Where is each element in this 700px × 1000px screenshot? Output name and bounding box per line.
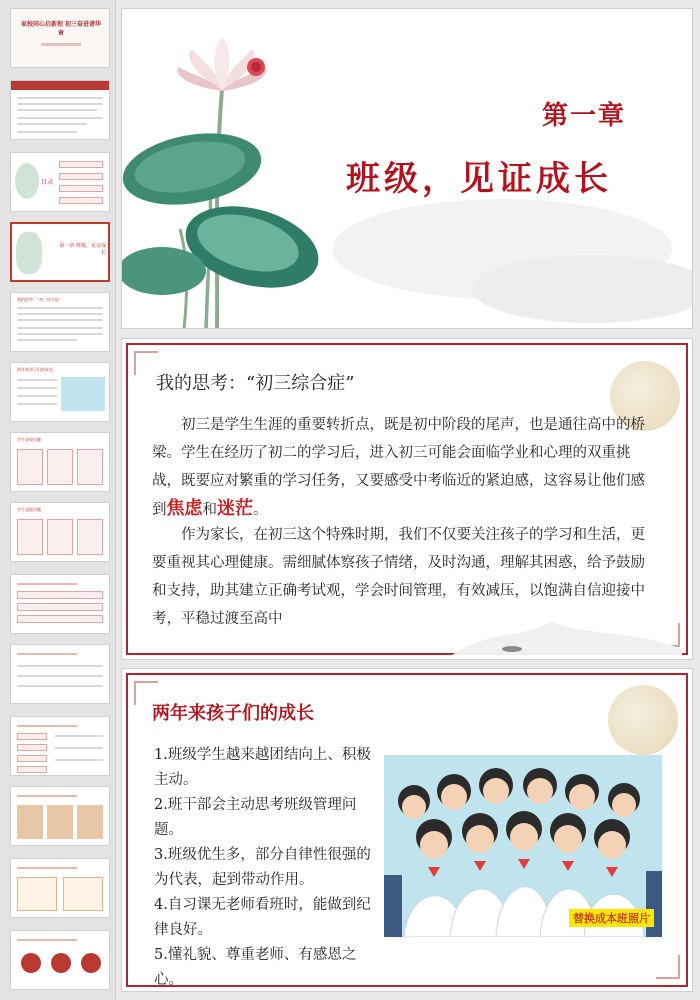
replace-photo-tag[interactable]: 替换成本班照片 bbox=[569, 909, 654, 927]
ink-mountain-decoration bbox=[452, 609, 682, 655]
slide-children-growth[interactable] bbox=[121, 668, 693, 992]
growth-list bbox=[154, 743, 382, 992]
class-photo[interactable] bbox=[384, 755, 662, 937]
growth-item: 2.班干部会主动思考班级管理问题。 bbox=[154, 797, 357, 838]
slide-thumbnail-11[interactable] bbox=[10, 716, 110, 776]
slide-chapter-cover[interactable] bbox=[121, 8, 693, 329]
keyword-confusion: 迷茫 bbox=[217, 498, 253, 519]
section-title: 我的思考：“初三综合症” bbox=[156, 373, 355, 394]
slide-thumbnail-6[interactable] bbox=[10, 362, 110, 422]
paragraph-1-end: 。 bbox=[253, 502, 268, 518]
slide-thumbnail-12[interactable] bbox=[10, 786, 110, 846]
slide-thumbnail-14[interactable] bbox=[10, 930, 110, 990]
chapter-number: 第一章 bbox=[541, 101, 626, 131]
chapter-title: 班级，见证成长 bbox=[346, 159, 612, 199]
paragraph-2: 作为家长，在初三这个特殊时期，我们不仅要关注孩子的学习和生活，更要重视其心理健康。需细腻体察孩子情绪，及时沟通，理解其困惑，给予鼓励和支持，助其建立正确考试观，学会时间管理，有效减压，以饱满自信迎接中考，平稳过渡至高中 bbox=[152, 527, 645, 627]
slide-thumbnail-3[interactable] bbox=[10, 152, 110, 212]
thumbnail-title: 两年来孩子们的成长 bbox=[17, 367, 53, 372]
moon-decoration bbox=[608, 685, 678, 755]
growth-item: 4.自习课无老师看班时，能做到纪律良好。 bbox=[154, 897, 371, 938]
slide-my-thinking[interactable] bbox=[121, 338, 693, 660]
thumbnail-title: 我的思考：“初三综合症” bbox=[17, 297, 62, 302]
paragraph-1 bbox=[152, 411, 656, 524]
section-title: 两年来孩子们的成长 bbox=[152, 703, 314, 724]
slide-thumbnail-4[interactable] bbox=[10, 222, 110, 282]
slide-thumbnail-panel bbox=[0, 0, 116, 1000]
keyword-anxiety: 焦虑 bbox=[166, 498, 203, 519]
thumbnail-title: 学生表现问题 bbox=[17, 507, 41, 512]
slide-thumbnail-1[interactable] bbox=[10, 8, 110, 68]
thumbnail-title: 学生表现问题 bbox=[17, 437, 41, 442]
slide-thumbnail-2[interactable] bbox=[10, 80, 110, 140]
paragraph-1-text: 初三是学生生涯的重要转折点，既是初中阶段的尾声，也是通往高中的桥梁。学生在经历了初二的学习后，进入初三可能会面临学业和心理的双重挑战，既要应对繁重的学习任务，又要感受中考临近的紧迫感，这容易让他们感到 bbox=[152, 417, 645, 518]
slide-thumbnail-9[interactable] bbox=[10, 574, 110, 634]
paragraph-1-and: 和 bbox=[202, 502, 217, 518]
slide-thumbnail-8[interactable] bbox=[10, 502, 110, 562]
slide-thumbnail-7[interactable] bbox=[10, 432, 110, 492]
thumbnail-title: 家校同心启新程 初三奋进谱华章 bbox=[20, 21, 102, 37]
slide-thumbnail-10[interactable] bbox=[10, 644, 110, 704]
slide-thumbnail-5[interactable] bbox=[10, 292, 110, 352]
thumbnail-title: 目录 bbox=[41, 179, 54, 186]
growth-item: 3.班级优生多，部分自律性很强的为代表，起到带动作用。 bbox=[154, 847, 371, 888]
thumbnail-title: 第一章 班级，见证成长 bbox=[59, 243, 106, 256]
slide-thumbnail-13[interactable] bbox=[10, 858, 110, 918]
growth-item: 1.班级学生越来越团结向上、积极主动。 bbox=[154, 747, 371, 788]
growth-item: 5.懂礼貌、尊重老师、有感恩之心。 bbox=[154, 947, 357, 988]
